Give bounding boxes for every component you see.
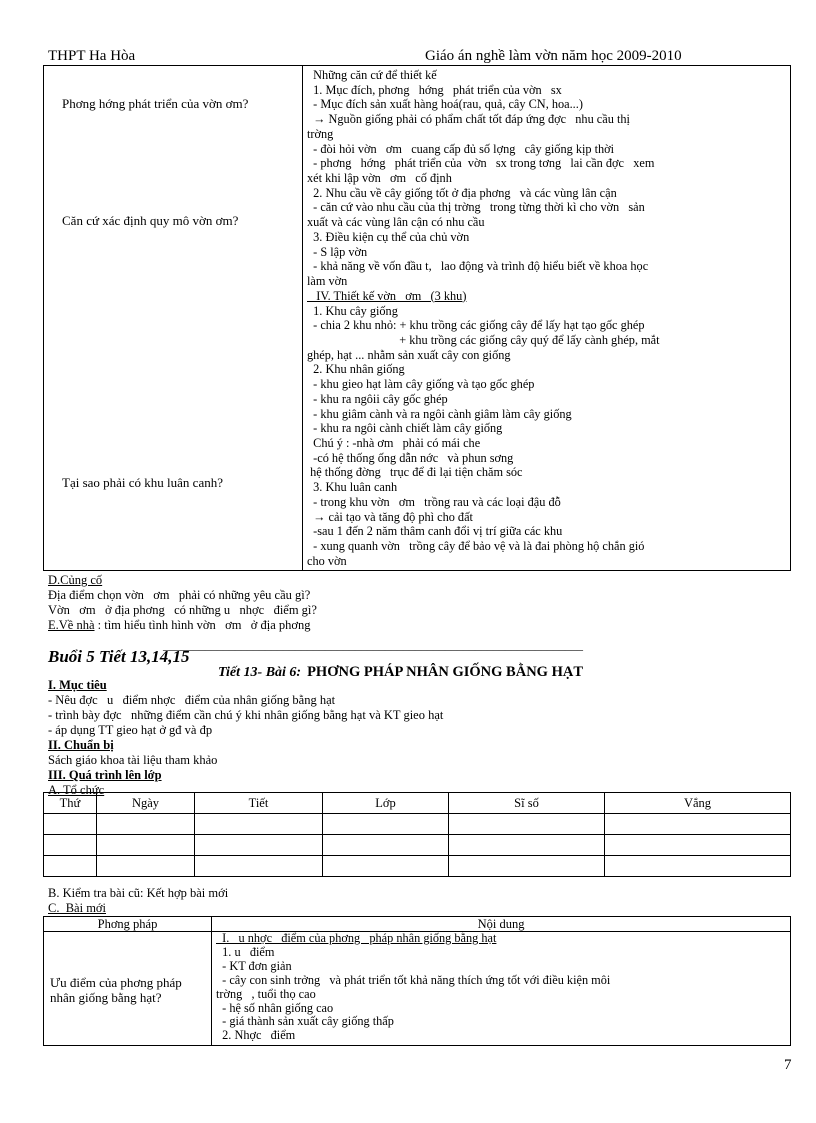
content-cell [212, 932, 791, 1046]
organization-heading: A. Tổ chức [48, 783, 105, 797]
attendance-header-row [44, 793, 791, 814]
lesson-number: Tiết 13- Bài 6: [218, 665, 302, 680]
content-line: - trong khu vờn ơm trồng rau và các loại đậu đỗ [307, 494, 561, 509]
content-line: - khả năng về vốn đầu t, lao động và trình độ hiểu biết về khoa học [307, 259, 649, 274]
objective-1: - Nêu đợc u điểm nhợc điểm của nhân giống bằng hạt [48, 693, 336, 707]
content-line: → Nguồn giống phải có phẩm chất tốt đáp ứng đợc nhu cầu thị [307, 112, 630, 127]
lesson-content-line: 1. u điểm [216, 944, 275, 959]
content-line: IV. Thiết kế vờn ơm (3 khu) [307, 288, 467, 303]
content-line: - phơng hớng phát triển của vờn sx trong tơng lai cần đợc xem [307, 156, 655, 171]
new-lesson-header-row [44, 917, 791, 932]
col-thu: Thứ [44, 793, 97, 814]
col-vang: Vắng [605, 793, 791, 814]
cungco-line-1: Địa điểm chọn vờn ơm phải có những yêu cầu gì? [48, 588, 311, 602]
review-line: B. Kiểm tra bài cũ: Kết hợp bài mới [48, 886, 229, 900]
objectives-section [48, 678, 443, 798]
table-row [44, 814, 791, 835]
lesson-content-line: I. u nhợc điểm của phơng pháp nhân giống bằng hạt [216, 931, 497, 945]
new-lesson-table [43, 916, 791, 1046]
lesson-table-continued [43, 65, 791, 571]
objective-2: - trình bày đợc những điểm cần chú ý khi nhân giống bằng hạt và KT gieo hạt [48, 708, 444, 722]
content-line: - khu ra ngôii cây gốc ghép [307, 391, 448, 406]
content-line: trờng [307, 126, 334, 141]
cungco-heading: D.Củng cố [48, 573, 103, 587]
content-line: + khu trồng các giống cây quý để lấy cành ghép, mắt [307, 332, 660, 347]
document-title: Giáo án nghề làm vờn năm học 2009-2010 [425, 48, 682, 64]
process-heading: III. Quá trình lên lớp [48, 768, 162, 782]
lesson-content-line: - hệ số nhân giống cao [216, 1000, 334, 1015]
table-row [44, 856, 791, 877]
preparation-heading: II. Chuẩn bị [48, 738, 114, 752]
lesson-content-line: - KT đơn giản [216, 958, 292, 973]
content-line: - khu giâm cành và ra ngôi cành giâm làm cây giống [307, 406, 572, 421]
method-column [44, 66, 303, 571]
col-ngay: Ngày [97, 793, 195, 814]
lesson-content-line: 2. Nhợc điểm [216, 1028, 296, 1043]
page-number: 7 [784, 1057, 792, 1073]
content-line: làm vờn [307, 274, 348, 289]
venha-text: : tìm hiểu tình hình vờn ơm ở địa phơng [94, 618, 311, 632]
question-1: Phơng hớng phát triển của vờn ơm? [62, 96, 249, 111]
venha-line [48, 618, 317, 633]
content-line: - xung quanh vờn trồng cây để bảo vệ và là đai phòng hộ chắn gió [307, 539, 645, 553]
content-line: 1. Khu cây giống [307, 303, 398, 318]
content-line: 3. Điều kiện cụ thể của chủ vờn [307, 229, 470, 244]
content-line: 1. Mục đích, phơng hớng phát triển của vờn sx [307, 82, 562, 97]
preparation-line: Sách giáo khoa tài liệu tham khảo [48, 753, 218, 767]
content-line: - đòi hỏi vờn ơm cuang cấp đủ số lợng cây giống kịp thời [307, 141, 615, 156]
method-cell [44, 932, 212, 1046]
table-row [44, 932, 791, 1046]
question-3: Tại sao phải có khu luân canh? [62, 475, 223, 490]
content-line: - khu ra ngôi cành chiết làm cây giống [307, 421, 503, 436]
separator-line: ______________________________________________________________________ [163, 638, 583, 652]
cungco-section [48, 573, 317, 633]
content-lines [303, 66, 790, 568]
session-heading: Buổi 5 Tiết 13,14,15 [48, 647, 190, 666]
col-siso: Sĩ số [449, 793, 605, 814]
content-column [303, 66, 791, 571]
advantage-question: Ưu điểm của phơng pháp nhân giống bằng hạt? [50, 975, 182, 1005]
cungco-line-2: Vờn ơm ở địa phơng có những u nhợc điểm gì? [48, 603, 317, 617]
review-section [48, 886, 228, 916]
table-row [44, 835, 791, 856]
content-line: -có hệ thống ống dẫn nớc và phun sơng [307, 450, 514, 465]
venha-label: E.Về nhà [48, 618, 95, 632]
col-tiet: Tiết [195, 793, 323, 814]
content-line: cho vờn [307, 553, 347, 568]
content-line: - khu gieo hạt làm cây giống và tạo gốc ghép [307, 377, 535, 392]
attendance-table [43, 792, 791, 877]
content-line: - chia 2 khu nhỏ: + khu trồng các giống cây để lấy hạt tạo gốc ghép [307, 318, 645, 333]
content-line: → cải tạo và tăng độ phì cho đất [307, 509, 473, 524]
content-line: - Mục đích sản xuất hàng hoá(rau, quả, cây CN, hoa...) [307, 97, 583, 112]
col-content: Nội dung [212, 917, 791, 932]
content-line: xét khi lập vờn ơm cố định [307, 171, 452, 186]
content-line: hệ thống đờng trục để đi lại tiện chăm sóc [307, 465, 523, 480]
col-method: Phơng pháp [44, 917, 212, 932]
question-2: Căn cứ xác định quy mô vờn ơm? [62, 213, 239, 228]
content-lines [212, 932, 790, 1043]
content-line: - căn cứ vào nhu cầu của thị trờng trong từng thời kì cho vờn sản [307, 200, 645, 215]
lesson-title: PHƠNG PHÁP NHÂN GIỐNG BẰNG HẠT [307, 664, 583, 680]
lesson-content-line: - giá thành sản xuất cây giống thấp [216, 1014, 394, 1029]
content-line: 3. Khu luân canh [307, 480, 398, 495]
content-line: xuất và các vùng lân cận có nhu cầu [307, 215, 485, 230]
new-lesson-heading: C. Bài mới [48, 901, 107, 915]
lesson-content-line: - cây con sinh trởng và phát triển tốt khả năng thích ứng tốt với điều kiện môi [216, 972, 611, 987]
content-line: Những căn cứ để thiết kế [307, 68, 437, 82]
content-line: 2. Nhu cầu về cây giống tốt ở địa phơng và các vùng lân cận [307, 185, 617, 200]
content-line: 2. Khu nhân giống [307, 362, 405, 377]
content-line: -sau 1 đến 2 năm thâm canh đổi vị trí giữa các khu [307, 524, 563, 539]
school-name: THPT Ha Hòa [48, 48, 136, 64]
content-line: ghép, hạt ... nhằm sản xuất cây con giống [307, 347, 511, 362]
content-line: - S lập vờn [307, 244, 368, 259]
lesson-content-line: trờng , tuổi thọ cao [216, 986, 316, 1001]
objectives-heading: I. Mục tiêu [48, 678, 107, 692]
col-lop: Lớp [323, 793, 449, 814]
objective-3: - áp dụng TT gieo hạt ở gđ và đp [48, 723, 213, 737]
content-line: Chú ý : -nhà ơm phải có mái che [307, 435, 481, 450]
